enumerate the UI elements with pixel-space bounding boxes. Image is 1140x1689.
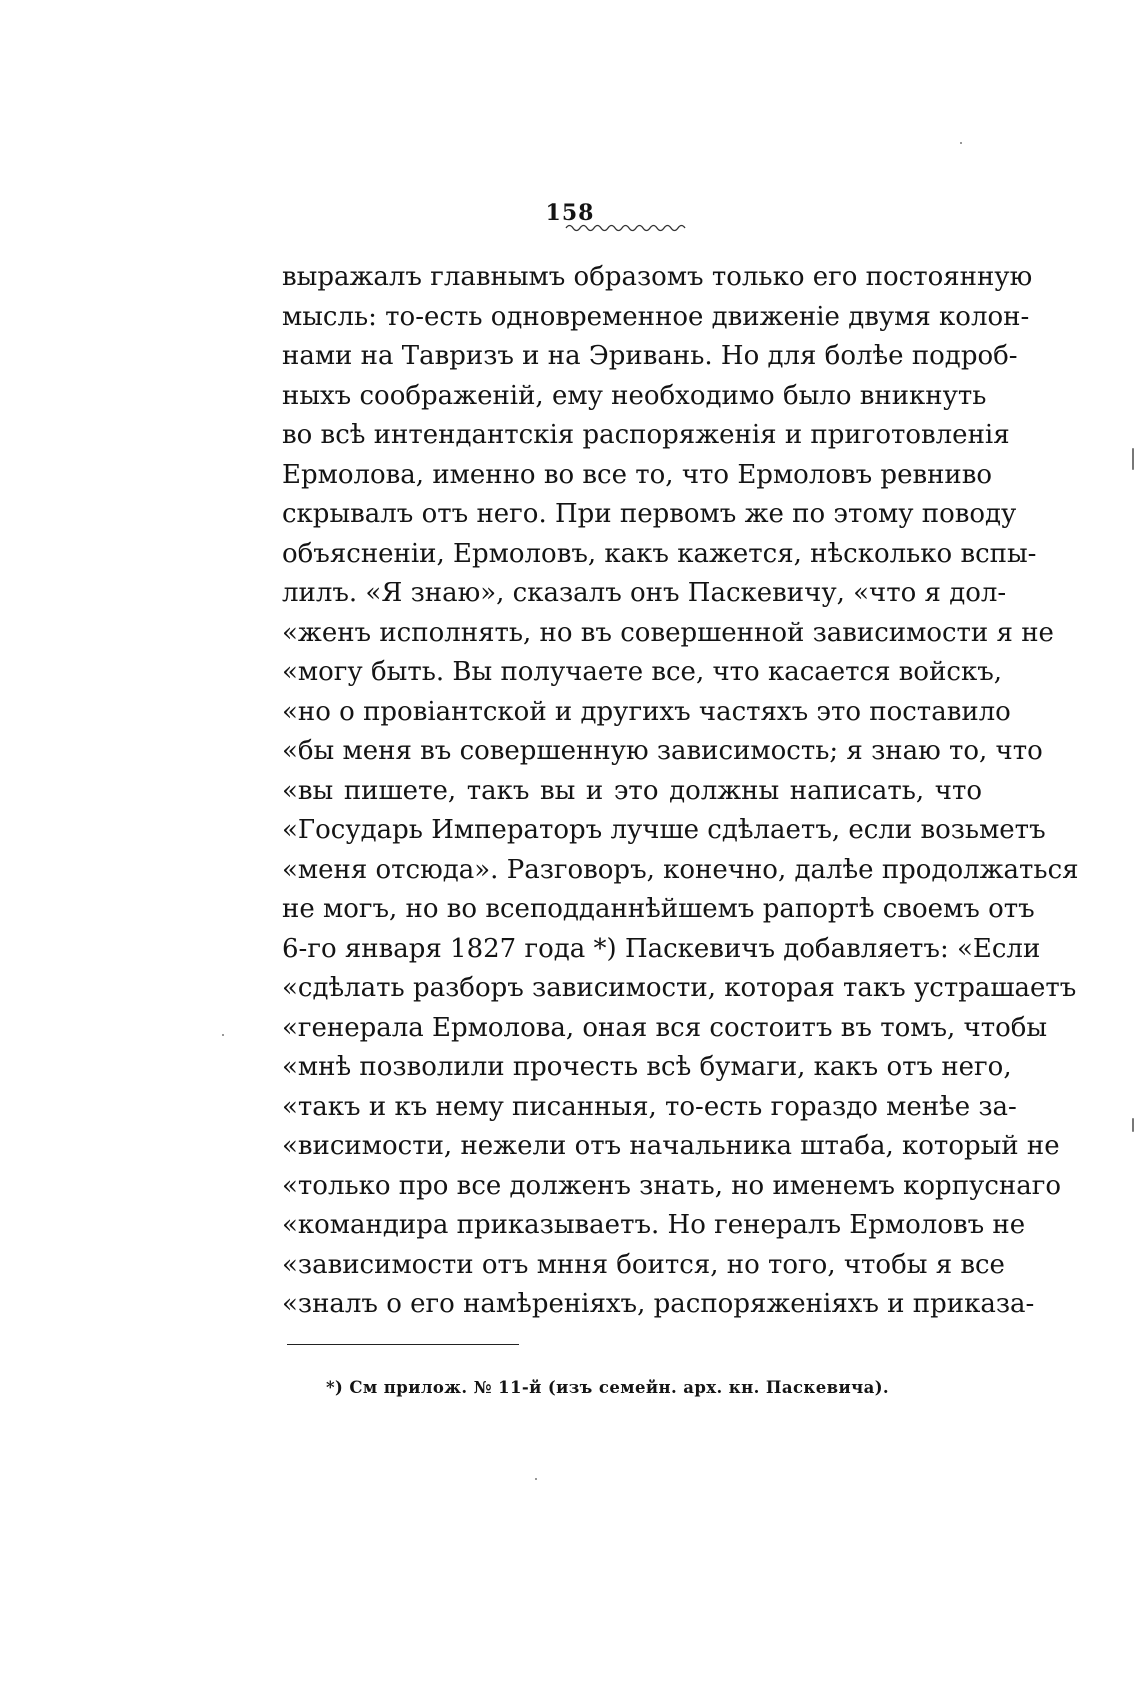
text-line: Ермолова, именно во все то, что Ермоловъ ревниво: [282, 459, 993, 490]
text-line: «зналъ о его намѣреніяхъ, распоряженіяхъ и приказа-: [282, 1289, 1035, 1319]
text-line: нами на Тавризъ и на Эривань. Но для болѣе подроб-: [282, 341, 1018, 371]
text-line: «зависимости отъ мння боится, но того, чтобы я все: [282, 1249, 1005, 1280]
body-text: [282, 258, 1079, 1325]
text-line: «женъ исполнять, но въ совершенной зависимости я не: [282, 617, 1054, 648]
text-line: лилъ. «Я знаю», сказалъ онъ Паскевичу, «что я дол-: [282, 578, 1007, 608]
text-line: «вы пишете, такъ вы и это должны написать, что: [282, 775, 982, 806]
scan-speck: [1132, 1118, 1134, 1132]
text-line: «генерала Ермолова, оная вся состоитъ въ томъ, чтобы: [282, 1012, 1048, 1043]
text-line: «но о провіантской и другихъ частяхъ это поставило: [282, 696, 1011, 727]
footnote-rule: [287, 1344, 519, 1345]
text-line: «висимости, нежели отъ начальника штаба, который не: [282, 1131, 1060, 1161]
text-line: «командира приказываетъ. Но генералъ Ермоловъ не: [282, 1210, 1026, 1240]
scan-speck: [222, 1034, 224, 1036]
text-line: «бы меня въ совершенную зависимость; я знаю то, что: [282, 736, 1043, 766]
text-line: «могу быть. Вы получаете все, что касается войскъ,: [282, 657, 1003, 687]
text-line: не могъ, но во всеподданнѣйшемъ рапортѣ своемъ отъ: [282, 894, 1035, 924]
scan-speck: [1132, 448, 1134, 470]
text-line: ныхъ соображеній, ему необходимо было вникнуть: [282, 380, 987, 411]
text-line: «такъ и къ нему писанныя, то-есть гораздо менѣе за-: [282, 1091, 1017, 1122]
text-line: во всѣ интендантскія распоряженія и приготовленія: [282, 420, 1010, 450]
scan-speck: [960, 142, 962, 144]
text-line: «мнѣ позволили прочесть всѣ бумаги, какъ отъ него,: [282, 1052, 1012, 1082]
text-line: скрывалъ отъ него. При первомъ же по этому поводу: [282, 499, 1017, 529]
text-line: объясненіи, Ермоловъ, какъ кажется, нѣсколько вспы-: [282, 538, 1037, 569]
text-line: «только про все долженъ знать, но именемъ корпуснаго: [282, 1170, 1061, 1201]
page-number: 158: [545, 200, 595, 226]
text-line: «Государь Императоръ лучше сдѣлаетъ, если возьметъ: [282, 815, 1046, 845]
scan-speck: [535, 1478, 537, 1480]
text-line: мысль: то-есть одновременное движеніе двумя колон-: [282, 301, 1030, 332]
text-line: 6-го января 1827 года *) Паскевичъ добавляетъ: «Если: [282, 933, 1041, 964]
text-line: выражалъ главнымъ образомъ только его постоянную: [282, 262, 1033, 292]
footnote: *) См прилож. № 11-й (изъ семейн. арх. кн. Паскевича).: [326, 1378, 890, 1397]
text-line: «сдѣлать разборъ зависимости, которая такъ устрашаетъ: [282, 973, 1077, 1003]
page-number-ornament: [566, 222, 690, 234]
text-line: «меня отсюда». Разговоръ, конечно, далѣе продолжаться: [282, 854, 1079, 885]
